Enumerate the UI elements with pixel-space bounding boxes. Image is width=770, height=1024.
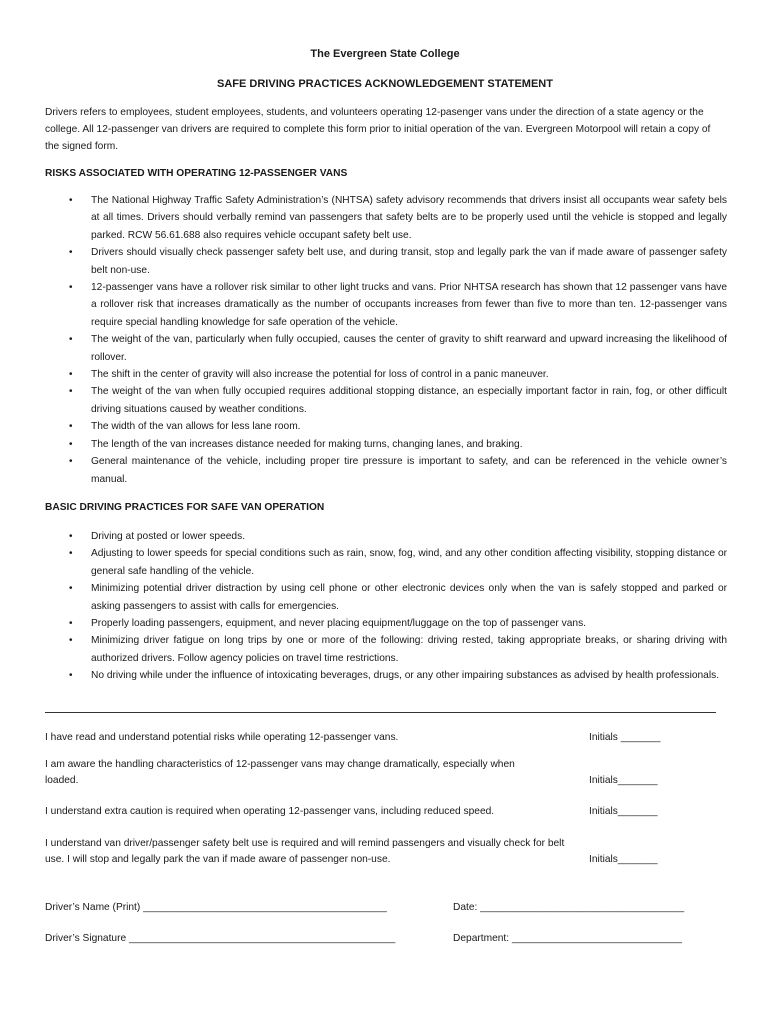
bullet-icon: • [69,421,73,433]
list-item: • The length of the van increases distance needed for making turns, changing lanes, and braking. [45,436,727,453]
bullet-icon: • [69,583,73,595]
list-item: • Minimizing driver fatigue on long trips by one or more of the following: driving rested, taking appropriate breaks, or sharing driving with authorized drivers. Follow agency policies on travel time restrictions. [45,632,727,667]
bullet-icon: • [69,369,73,381]
list-item: • Driving at posted or lower speeds. [45,528,727,545]
practices-list [45,528,727,685]
bullet-icon: • [69,438,73,450]
bullet-icon: • [69,670,73,682]
bullet-icon: • [69,282,73,294]
bullet-icon: • [69,195,73,206]
practices-heading: BASIC DRIVING PRACTICES FOR SAFE VAN OPERATION [45,502,325,513]
list-item: • Drivers should visually check passenger safety belt use, and during transit, stop and legally park the van if made aware of passenger safety belt non-use. [45,244,727,279]
initials-field-caution[interactable]: Initials_______ [589,806,658,817]
acknowledgement-risks: I have read and understand potential risks while operating 12-passenger vans. [45,732,399,743]
list-item: • Adjusting to lower speeds for special conditions such as rain, snow, fog, wind, and any other condition affecting visibility, stopping distance or general safe handling of the vehicle. [45,545,727,580]
list-item: • The National Highway Traffic Safety Administration’s (NHTSA) safety advisory recommends that drivers insist all occupants wear safety bels at all times. Drivers should verbally remind van passengers that safety belts are to be properly used until the vehicle is stopped and legally parked. RCW 56.61.688 also requires vehicle occupant safety belt use. [45,192,727,244]
list-item: • Properly loading passengers, equipment, and never placing equipment/luggage on the top of passenger vans. [45,615,727,632]
date-field[interactable]: Date: ____________________________________ [453,902,685,913]
bullet-icon: • [69,456,73,468]
list-item: • The weight of the van when fully occupied requires additional stopping distance, an especially important factor in rain, fog, or other difficult driving situations caused by weather conditions. [45,383,727,418]
acknowledgement-belt-use: I understand van driver/passenger safety belt use is required and will remind passengers and visually check for belt use. I will stop and legally park the van if made aware of passenger non-use. [45,838,565,865]
bullet-icon: • [69,386,73,398]
list-item: • General maintenance of the vehicle, including proper tire pressure is important to safety, and can be referenced in the vehicle owner’s manual. [45,453,727,488]
document-title: SAFE DRIVING PRACTICES ACKNOWLEDGEMENT STATEMENT [217,78,553,90]
initials-field-belt-use[interactable]: Initials_______ [589,854,658,865]
department-field[interactable]: Department: ______________________________ [453,933,682,944]
list-item: • Minimizing potential driver distraction by using cell phone or other electronic devices only when the van is safely stopped and parked or asking passengers to assist with calls for emergencies. [45,580,727,615]
list-item: • 12-passenger vans have a rollover risk similar to other light trucks and vans. Prior NHTSA research has shown that 12 passenger vans have a rollover risk that increases dramatically as the number of occupants increases from fewer than five to more than ten. 12-passenger vans require special handling knowledge for safe operation of the vehicle. [45,279,727,331]
divider [45,712,716,713]
initials-field-risks[interactable]: Initials _______ [589,732,661,743]
list-item: • The width of the van allows for less lane room. [45,418,727,435]
drivers-name-field[interactable]: Driver’s Name (Print) ___________________________________________ [45,902,387,913]
college-name: The Evergreen State College [310,48,460,60]
risks-heading: RISKS ASSOCIATED WITH OPERATING 12-PASSENGER VANS [45,168,348,179]
acknowledgement-caution: I understand extra caution is required when operating 12-passenger vans, including reduced speed. [45,806,495,817]
drivers-signature-field[interactable]: Driver’s Signature _______________________________________________ [45,933,396,944]
bullet-icon: • [69,247,73,259]
list-item: • The weight of the van, particularly when fully occupied, causes the center of gravity to shift rearward and upward increasing the likelihood of rollover. [45,331,727,366]
bullet-icon: • [69,548,73,560]
acknowledgement-handling: I am aware the handling characteristics of 12-passenger vans may change dramatically, especially when loaded. [45,759,515,786]
bullet-icon: • [69,531,73,542]
bullet-icon: • [69,618,73,630]
list-item: • No driving while under the influence of intoxicating beverages, drugs, or any other impairing substances as advised by health professionals. [45,667,727,684]
intro-paragraph: Drivers refers to employees, student employees, students, and volunteers operating 12-pasenger vans under the direction of a state agency or the college. All 12-passenger van drivers are required to complete this form prior to initial operation of the van. Evergreen Motorpool will retain a copy of the signed form. [45,107,711,152]
bullet-icon: • [69,334,73,346]
bullet-icon: • [69,635,73,647]
initials-field-handling[interactable]: Initials_______ [589,775,658,786]
risks-list [45,192,727,488]
list-item: • The shift in the center of gravity will also increase the potential for loss of control in a panic maneuver. [45,366,727,383]
